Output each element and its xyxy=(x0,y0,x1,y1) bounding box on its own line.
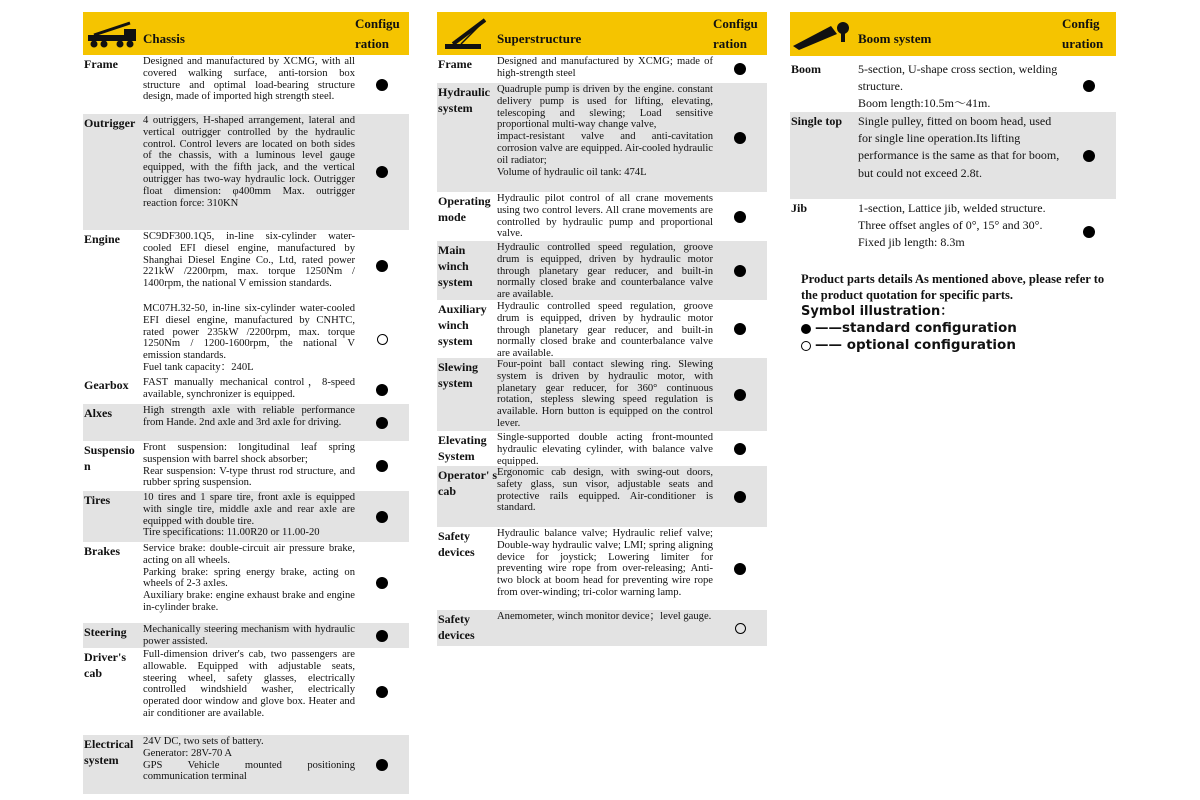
spec-description-line: Rear suspension: V-type thrust rod structure, and rubber spring suspension. xyxy=(143,465,355,489)
spec-description xyxy=(143,376,355,404)
spec-description xyxy=(143,55,355,114)
standard-config-icon xyxy=(376,79,388,91)
configuration-cell xyxy=(713,192,767,241)
chassis-table xyxy=(83,12,409,794)
spec-description-line: Generator: 28V-70 A xyxy=(143,747,233,759)
spec-description xyxy=(497,466,713,527)
spec-description-line: Anemometer, winch monitor device；level gauge. xyxy=(497,611,712,622)
standard-config-icon xyxy=(734,132,746,144)
spec-label: Outrigger xyxy=(84,116,136,130)
spec-description-line: Mechanically steering mechanism with hydraulic power assisted. xyxy=(143,624,355,647)
spec-description xyxy=(143,230,355,302)
superstructure-table xyxy=(437,12,767,646)
standard-config-icon xyxy=(734,389,746,401)
configuration-cell xyxy=(355,542,409,623)
spec-description-line: 5-section, U-shape cross section, welding structure. xyxy=(858,62,1058,94)
spec-label: Operating mode xyxy=(438,194,491,224)
spec-row xyxy=(83,404,409,441)
spec-label: Frame xyxy=(84,57,118,71)
spec-label: Driver's cab xyxy=(84,650,126,680)
spec-row xyxy=(83,542,409,623)
configuration-cell xyxy=(1062,112,1116,199)
spec-description-line: Front suspension: longitudinal leaf spring suspension with barrel shock absorber; xyxy=(143,442,355,465)
boom-system-table xyxy=(790,12,1116,264)
configuration-cell xyxy=(713,55,767,83)
configuration-cell xyxy=(713,83,767,192)
spec-row xyxy=(83,648,409,735)
spec-description-line: Auxiliary brake: engine exhaust brake and engine in-cylinder brake. xyxy=(143,590,355,613)
configuration-cell xyxy=(355,376,409,404)
spec-row xyxy=(83,376,409,404)
standard-config-icon xyxy=(734,563,746,575)
spec-description-line: MC07H.32-50, in-line six-cylinder water-cooled EFI diesel engine, manufactured by CNHTC, rated power 235kW /2200rpm, max. torque 1250Nm / 1200-1600rpm, the national V emission standards. xyxy=(143,303,355,362)
spec-description xyxy=(497,241,713,300)
configuration-cell xyxy=(713,300,767,358)
spec-description-line: Service brake: double-circuit air pressure brake, acting on all wheels. xyxy=(143,543,355,566)
spec-label: Suspensio n xyxy=(84,443,135,473)
standard-config-icon xyxy=(734,265,746,277)
spec-description-line: Full-dimension driver's cab, two passengers are allowable. Equipped with adjustable seats, steering wheel, safety glasses, electrically controlled windshield washer, electrically operated door window and glove box. Heater and air conditioner are available. xyxy=(143,649,355,719)
spec-label: Single top xyxy=(791,114,843,128)
spec-description xyxy=(143,114,355,230)
spec-description-line: impact-resistant valve and anti-cavitation corrosion valve are equipped. Air-cooled hydraulic oil radiator; xyxy=(497,131,713,166)
legend-standard-label: ——standard configuration xyxy=(815,320,1017,336)
spec-row xyxy=(83,114,409,230)
spec-row xyxy=(83,230,409,302)
spec-label: Slewing system xyxy=(438,360,479,390)
spec-description xyxy=(497,55,713,83)
spec-description-line: Hydraulic pilot control of all crane movements using two control levers. All crane movements are controlled by hydraulic pump and proportional valve. xyxy=(497,193,713,240)
spec-row xyxy=(437,55,767,83)
spec-row xyxy=(790,112,1116,199)
standard-config-icon xyxy=(376,166,388,178)
superstructure-header xyxy=(437,12,767,56)
spec-description xyxy=(143,623,355,648)
crane-truck-icon xyxy=(83,12,143,56)
spec-label: Brakes xyxy=(84,544,120,558)
spec-row xyxy=(83,735,409,794)
spec-description xyxy=(858,112,1062,199)
spec-description-line: Volume of hydraulic oil tank: 474L xyxy=(497,166,647,178)
spec-label: Safety devices xyxy=(438,612,475,642)
configuration-cell xyxy=(713,610,767,646)
spec-description-line: Boom length:10.5m～41m. xyxy=(858,96,991,111)
spec-description-line: 1-section, Lattice jib, welded structure. Three offset angles of 0°, 15° and 30°. Fixed jib length: 8.3m xyxy=(858,201,1046,250)
spec-description xyxy=(858,60,1062,112)
spec-row xyxy=(437,431,767,466)
configuration-cell xyxy=(355,648,409,735)
spec-row xyxy=(437,83,767,192)
spec-row xyxy=(437,192,767,241)
spec-row xyxy=(83,302,409,376)
spec-label: Jib xyxy=(791,201,808,215)
standard-config-icon xyxy=(734,211,746,223)
optional-config-icon xyxy=(377,334,388,345)
optional-config-icon xyxy=(735,623,746,634)
spec-description xyxy=(143,491,355,542)
configuration-cell xyxy=(355,114,409,230)
filled-circle-icon xyxy=(801,324,811,334)
spec-description xyxy=(497,431,713,466)
spec-description xyxy=(143,648,355,735)
hollow-circle-icon xyxy=(801,341,811,351)
configuration-cell xyxy=(713,527,767,610)
spec-description xyxy=(858,199,1062,264)
legend-standard xyxy=(801,320,1121,337)
configuration-cell xyxy=(355,735,409,794)
spec-description-line: Designed and manufactured by XCMG, with all covered walking surface, anti-torsion box structure and optimal load-bearing structure design, made of imported high strength steel. xyxy=(143,56,355,103)
spec-description xyxy=(143,404,355,441)
configuration-header: Configu ration xyxy=(713,16,758,51)
spec-description-line: GPS Vehicle mounted positioning communication terminal xyxy=(143,759,355,783)
spec-label: Tires xyxy=(84,493,111,507)
spec-label: Operator' s cab xyxy=(438,468,497,498)
configuration-cell xyxy=(355,623,409,648)
spec-description-line: Hydraulic controlled speed regulation, groove drum is equipped, driven by hydraulic motor through planetary gear reducer, and built-in normally closed brake and counterbalance valve are available. xyxy=(497,301,713,358)
spec-description xyxy=(497,192,713,241)
configuration-cell xyxy=(1062,199,1116,264)
spec-description-line: Ergonomic cab design, with swing-out doors, safety glass, sun visor, adjustable seats and protective rails equipped. Air-conditioner is standard. xyxy=(497,467,713,514)
spec-description xyxy=(497,610,713,646)
spec-description-line: FAST manually mechanical control，8-speed available, synchronizer is equipped. xyxy=(143,377,355,400)
standard-config-icon xyxy=(734,63,746,75)
configuration-cell xyxy=(713,358,767,431)
standard-config-icon xyxy=(1083,150,1095,162)
standard-config-icon xyxy=(1083,226,1095,238)
legend-optional-label: —— optional configuration xyxy=(815,337,1016,353)
boom-arm-icon xyxy=(790,12,858,56)
spec-description-line: Fuel tank capacity：240L xyxy=(143,361,254,373)
symbol-illustration-title: Symbol illustration： xyxy=(801,304,954,319)
spec-row xyxy=(790,199,1116,264)
spec-row xyxy=(437,527,767,610)
superstructure-title: Superstructure xyxy=(497,31,582,46)
spec-row xyxy=(437,610,767,646)
crane-boom-icon xyxy=(437,12,497,56)
spec-description xyxy=(143,735,355,794)
standard-config-icon xyxy=(376,417,388,429)
boom-system-header xyxy=(790,12,1116,56)
standard-config-icon xyxy=(376,759,388,771)
spec-description-line: Tire specifications: 11.00R20 or 11.00-20 xyxy=(143,527,320,539)
spec-label: Alxes xyxy=(84,406,112,420)
configuration-cell xyxy=(355,302,409,376)
chassis-header xyxy=(83,12,409,56)
spec-description-line: 4 outriggers, H-shaped arrangement, lateral and vertical outrigger controlled by the hydraulic control. Control levers are located on both sides of the chassis, with a luminous level gauge equipped, with the fifth jack, and the vertical outrigger has two-way hydraulic lock. Outrigger float dimension: φ400mm Max. outrigger reaction force: 310KN xyxy=(143,115,355,209)
spec-label: Hydraulic system xyxy=(438,85,491,115)
spec-description xyxy=(143,441,355,491)
spec-description xyxy=(497,83,713,192)
configuration-cell xyxy=(713,241,767,300)
spec-description-line: Hydraulic controlled speed regulation, groove drum is equipped, driven by hydraulic motor through planetary gear reducer, and built-in normally closed brake and counterbalance valve are available. xyxy=(497,242,713,300)
spec-row xyxy=(437,466,767,527)
spec-label: Boom xyxy=(791,62,821,76)
spec-label: Main winch system xyxy=(438,243,473,289)
standard-config-icon xyxy=(376,686,388,698)
spec-label: Electrical system xyxy=(84,737,134,767)
standard-config-icon xyxy=(734,443,746,455)
spec-description-line: Single pulley, fitted on boom head, used for single line operation.Its lifting performance is the same as that for boom, but could not exceed 2.8t. xyxy=(858,114,1060,180)
spec-label: Steering xyxy=(84,625,127,639)
spec-label xyxy=(83,302,143,376)
spec-label: Auxiliary winch system xyxy=(438,302,487,348)
notes-block xyxy=(801,272,1121,354)
spec-description-line: 10 tires and 1 spare tire, front axle is equipped with single tire, middle axle and rear axle are equipped with double tire. xyxy=(143,492,355,527)
spec-description xyxy=(497,300,713,358)
spec-description-line: High strength axle with reliable performance from Hande. 2nd axle and 3rd axle for driving. xyxy=(143,405,355,428)
standard-config-icon xyxy=(734,323,746,335)
spec-label: Elevating System xyxy=(438,433,487,463)
configuration-cell xyxy=(355,441,409,491)
legend-optional xyxy=(801,337,1121,354)
spec-description xyxy=(497,358,713,431)
spec-row xyxy=(790,60,1116,112)
spec-description-line: Single-supported double acting front-mounted hydraulic elevating cylinder, with balance valve equipped. xyxy=(497,432,713,466)
standard-config-icon xyxy=(734,491,746,503)
configuration-cell xyxy=(713,466,767,527)
spec-description-line: SC9DF300.1Q5, in-line six-cylinder water-cooled EFI diesel engine, manufactured by Shanghai Diesel Engine Co., Ltd, rated power 221kW /2200rpm, max. torque 1250Nm / 1400rpm, the national V emission standards. xyxy=(143,231,355,290)
standard-config-icon xyxy=(376,460,388,472)
spec-row xyxy=(437,300,767,358)
spec-description xyxy=(143,302,355,376)
spec-label: Frame xyxy=(438,57,472,71)
standard-config-icon xyxy=(1083,80,1095,92)
product-details-note: Product parts details As mentioned above, please refer to the product quotation for specific parts. xyxy=(801,272,1105,302)
spec-description-line: Hydraulic balance valve; Hydraulic relief valve; Double-way hydraulic valve; LMI; spring aligning device for joystick; Lowering limiter for preventing wire rope from over-releasing; Anti-two block at boom head for preventing wire rope from over-winding; tri-color warning lamp. xyxy=(497,528,713,598)
configuration-cell xyxy=(713,431,767,466)
spec-row xyxy=(437,358,767,431)
spec-description-line: 24V DC, two sets of battery. xyxy=(143,736,264,747)
standard-config-icon xyxy=(376,630,388,642)
standard-config-icon xyxy=(376,384,388,396)
configuration-cell xyxy=(355,230,409,302)
standard-config-icon xyxy=(376,260,388,272)
spec-description-line: Parking brake: spring energy brake, acting on wheels of 2-3 axles. xyxy=(143,566,355,590)
standard-config-icon xyxy=(376,577,388,589)
spec-label: Engine xyxy=(84,232,121,246)
spec-row xyxy=(83,441,409,491)
spec-description-line: Quadruple pump is driven by the engine. constant delivery pump is used for lifting, elevating, telescoping and slewing; Load sensitive proportional multi-way change valve, xyxy=(497,84,713,131)
spec-description xyxy=(497,527,713,610)
configuration-cell xyxy=(355,491,409,542)
chassis-title: Chassis xyxy=(143,31,185,46)
spec-row xyxy=(83,491,409,542)
spec-description-line: Four-point ball contact slewing ring. Slewing system is driven by hydraulic motor, with planetary gear reducer, for 360° continuous rotation, stepless slewing speed regulation is available. Horn button is equipped on the control lever. xyxy=(497,359,713,429)
spec-label: Gearbox xyxy=(84,378,129,392)
spec-description xyxy=(143,542,355,623)
configuration-cell xyxy=(355,404,409,441)
configuration-header: Config uration xyxy=(1062,16,1104,51)
spec-row xyxy=(437,241,767,300)
spec-row xyxy=(83,623,409,648)
standard-config-icon xyxy=(376,511,388,523)
spec-row xyxy=(83,55,409,114)
configuration-cell xyxy=(355,55,409,114)
configuration-header: Configu ration xyxy=(355,16,400,51)
spec-description-line: Designed and manufactured by XCMG; made of high-strength steel xyxy=(497,56,713,79)
boom-system-title: Boom system xyxy=(858,31,932,46)
spec-label: Safety devices xyxy=(438,529,475,559)
configuration-cell xyxy=(1062,60,1116,112)
